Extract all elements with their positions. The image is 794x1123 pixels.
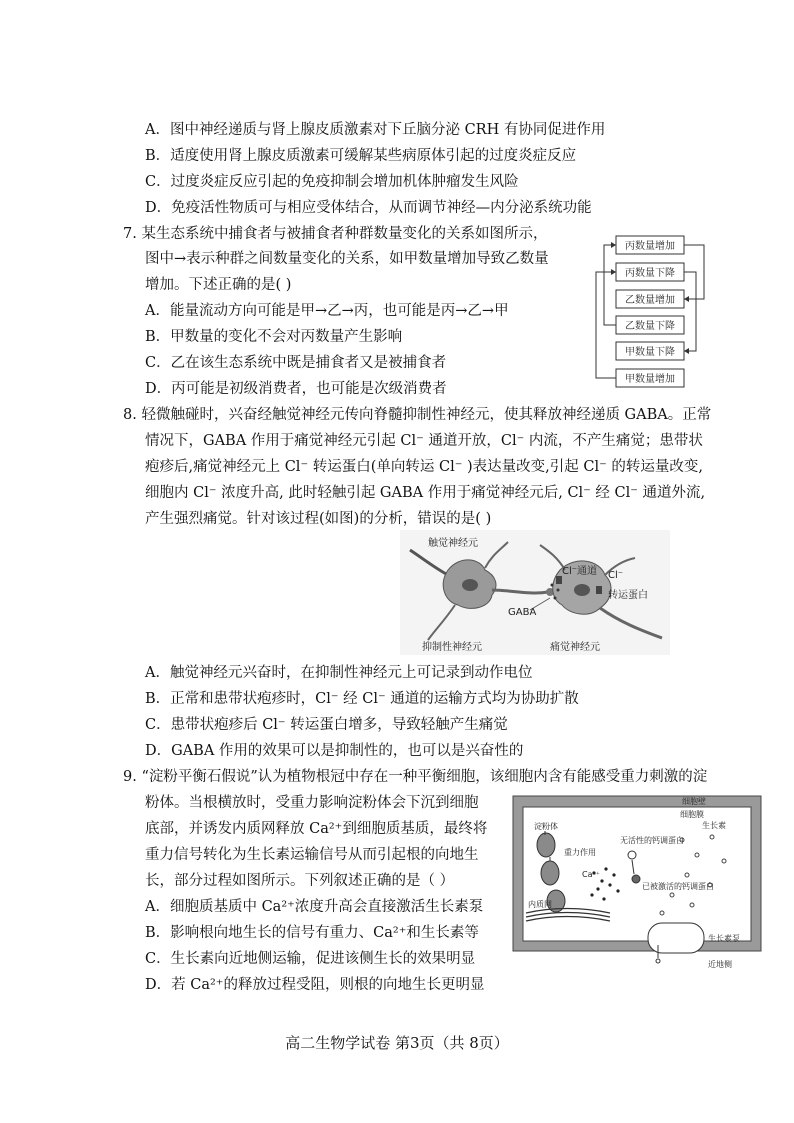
- q9-stem-3: 底部，并诱发内质网释放 Ca²⁺到细胞质基质，最终将: [145, 821, 488, 837]
- q8-option-d: D．GABA 作用的效果可以是抑制性的，也可以是兴奋性的: [145, 743, 524, 759]
- q7-option-c: C．乙在该生态系统中既是捕食者又是被捕食者: [145, 355, 447, 371]
- q9-stem-4: 重力信号转化为生长素运输信号从而引起根的向地生: [145, 847, 479, 863]
- label-cell-wall: 细胞壁: [682, 797, 706, 806]
- q9-cell-figure: [512, 795, 762, 975]
- label-touch-neuron: 触觉神经元: [428, 538, 478, 549]
- q8-option-a: A．触觉神经元兴奋时，在抑制性神经元上可记录到动作电位: [145, 665, 533, 681]
- label-transporter: 转运蛋白: [608, 590, 648, 601]
- q8-option-c: C．患带状疱疹后 Cl⁻ 转运蛋白增多，导致轻触产生痛觉: [145, 717, 508, 733]
- label-amyloplast: 淀粉体: [534, 822, 558, 831]
- label-active-calmodulin: 已被激活的钙调蛋白: [642, 882, 714, 891]
- label-gaba: GABA: [508, 607, 537, 618]
- label-auxin-pump: 生长素泵: [708, 934, 740, 943]
- q9-option-a: A．细胞质基质中 Ca²⁺浓度升高会直接激活生长素泵: [145, 899, 484, 915]
- q8-stem-1: 8. 轻微触碰时，兴奋经触觉神经元传向脊髓抑制性神经元，使其释放神经递质 GABA。正常: [123, 407, 712, 423]
- q9-stem-1: 9. “淀粉平衡石假说”认为植物根冠中存在一种平衡细胞，该细胞内含有能感受重力刺激的淀: [123, 769, 708, 785]
- q7-stem-2: 图中→表示种群之间数量变化的关系，如甲数量增加导致乙数量: [145, 251, 549, 267]
- label-cell-membrane: 细胞膜: [680, 810, 704, 819]
- q7-population-diagram: [592, 230, 717, 390]
- label-ca: Ca²⁺: [582, 870, 600, 879]
- label-inhibitory-neuron: 抑制性神经元: [422, 642, 482, 653]
- q9-option-c: C．生长素向近地侧运输，促进该侧生长的效果明显: [145, 951, 476, 967]
- diagram-box-1: 丙数量增加: [625, 241, 675, 252]
- label-auxin: 生长素: [702, 821, 726, 830]
- q7-stem-3: 增加。下述正确的是( ): [145, 277, 292, 293]
- q9-option-d: D．若 Ca²⁺的释放过程受阻，则根的向地生长更明显: [145, 977, 485, 993]
- q6-option-d: D．免疫活性物质可与相应受体结合，从而调节神经—内分泌系统功能: [145, 200, 592, 216]
- q8-stem-2: 情况下，GABA 作用于痛觉神经元引起 Cl⁻ 通道开放，Cl⁻ 内流，不产生痛觉；患带状: [145, 433, 703, 449]
- label-er: 内质网: [528, 900, 552, 909]
- q6-option-c: C．过度炎症反应引起的免疫抑制会增加机体肿瘤发生风险: [145, 174, 519, 190]
- label-cl-channel: Cl⁻通道: [562, 566, 598, 577]
- q9-stem-5: 长，部分过程如图所示。下列叙述正确的是（ ）: [145, 873, 455, 889]
- q8-neuron-figure: [400, 530, 670, 655]
- label-cl-ion: Cl⁻: [608, 570, 624, 581]
- q9-option-b: B．影响根向地生长的信号有重力、Ca²⁺和生长素等: [145, 925, 479, 941]
- diagram-box-3: 乙数量增加: [625, 295, 675, 306]
- diagram-box-5: 甲数量下降: [625, 347, 675, 358]
- label-inactive-calmodulin: 无活性的钙调蛋白: [620, 836, 684, 845]
- q9-stem-2: 粉体。当根横放时，受重力影响淀粉体会下沉到细胞: [145, 795, 479, 811]
- label-gravity: 重力作用: [564, 848, 596, 857]
- q8-option-b: B．正常和患带状疱疹时，Cl⁻ 经 Cl⁻ 通道的运输方式均为协助扩散: [145, 691, 579, 707]
- diagram-box-2: 丙数量下降: [625, 268, 675, 279]
- q6-option-a: A．图中神经递质与肾上腺皮质激素对下丘脑分泌 CRH 有协同促进作用: [145, 122, 606, 138]
- page-footer: 高二生物学试卷 第3页（共 8页）: [285, 1034, 509, 1052]
- q8-stem-3: 疱疹后,痛觉神经元上 Cl⁻ 转运蛋白(单向转运 Cl⁻ )表达量改变,引起 Cl⁻ 的转运量改变,: [145, 459, 703, 475]
- q7-option-a: A．能量流动方向可能是甲→乙→丙，也可能是丙→乙→甲: [145, 303, 509, 319]
- label-ground-side: 近地侧: [708, 960, 732, 969]
- q8-stem-4: 细胞内 Cl⁻ 浓度升高, 此时轻触引起 GABA 作用于痛觉神经元后, Cl⁻ 经 Cl⁻ 通道外流,: [145, 485, 706, 501]
- label-pain-neuron: 痛觉神经元: [550, 642, 600, 653]
- q7-option-d: D．丙可能是初级消费者，也可能是次级消费者: [145, 381, 447, 397]
- q7-stem-1: 7. 某生态系统中捕食者与被捕食者种群数量变化的关系如图所示，: [123, 226, 548, 242]
- diagram-box-4: 乙数量下降: [625, 321, 675, 332]
- diagram-box-6: 甲数量增加: [625, 374, 675, 385]
- q7-option-b: B．甲数量的变化不会对丙数量产生影响: [145, 329, 403, 345]
- q6-option-b: B．适度使用肾上腺皮质激素可缓解某些病原体引起的过度炎症反应: [145, 148, 577, 164]
- q8-stem-5: 产生强烈痛觉。针对该过程(如图)的分析，错误的是( ): [145, 511, 492, 527]
